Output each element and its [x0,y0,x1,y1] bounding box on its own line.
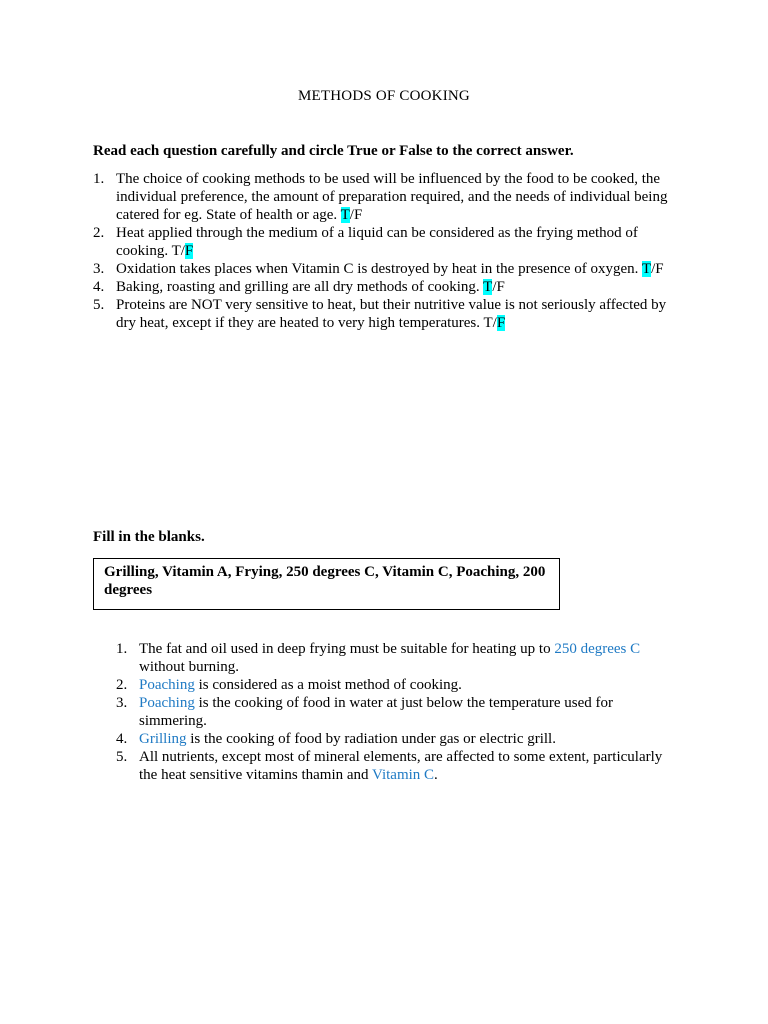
false-option: F [655,261,664,277]
word-bank-text: Grilling, Vitamin A, Frying, 250 degrees C, Vitamin C, Poaching, 200 degrees [104,564,546,598]
fill-text-after: is the cooking of food by radiation under gas or electric grill. [186,731,556,747]
fill-text-before: All nutrients, except most of mineral elements, are affected to some extent, particularly the heat sensitive vitamins thamin and [139,749,663,783]
fill-text-after: . [434,767,438,783]
fill-item [116,676,676,694]
false-option: F [184,243,194,259]
fill-item [116,730,676,748]
option-separator: / [492,279,497,295]
true-option: T [340,207,350,223]
option-separator: / [651,261,656,277]
true-false-question-list [93,170,683,332]
fill-number: 3. [116,695,128,711]
fill-number: 4. [116,731,128,747]
question-number: 5. [93,297,105,313]
true-option: T [483,279,493,295]
fill-text-before: The fat and oil used in deep frying must be suitable for heating up to [139,641,555,657]
fill-answer: Vitamin C [372,767,435,783]
question-number: 1. [93,171,105,187]
fill-text-after: is considered as a moist method of cooking. [194,677,462,693]
question-text: Heat applied through the medium of a liquid can be considered as the frying method of cooking. [116,225,638,259]
fill-in-question-list [116,640,676,784]
fill-number: 2. [116,677,128,693]
question-number: 2. [93,225,105,241]
question-text: Oxidation takes places when Vitamin C is destroyed by heat in the presence of oxygen. [116,261,642,277]
question-text: The choice of cooking methods to be used will be influenced by the food to be cooked, the individual preference, the amount of preparation required, and the needs of individual being catered for eg. State of health or age. [116,171,668,223]
fill-item [116,748,676,784]
question-item [93,296,683,332]
question-number: 4. [93,279,105,295]
fill-answer: Poaching [139,695,195,711]
question-item [93,224,683,260]
instructions: Read each question carefully and circle True or False to the correct answer. [93,143,574,159]
question-item [93,170,683,224]
fill-number: 5. [116,749,128,765]
word-bank-box [93,558,560,610]
fill-text-after: is the cooking of food in water at just below the temperature used for simmering. [139,695,614,729]
question-number: 3. [93,261,105,277]
option-separator: / [492,315,497,331]
fill-item [116,640,676,676]
fill-answer: Grilling [139,731,187,747]
false-option: F [496,315,506,331]
question-item [93,260,683,278]
false-option: F [353,207,363,223]
option-separator: / [180,243,185,259]
question-text: Proteins are NOT very sensitive to heat, but their nutritive value is not seriously affected by dry heat, except if they are heated to very high temperatures. [116,297,667,331]
fill-item [116,694,676,730]
question-item [93,278,683,296]
fill-number: 1. [116,641,128,657]
true-option: T [483,315,493,331]
fill-answer: Poaching [139,677,195,693]
option-separator: / [349,207,354,223]
false-option: F [496,279,505,295]
fill-text-after: without burning. [139,659,239,675]
true-option: T [641,261,652,277]
page-title: METHODS OF COOKING [298,88,470,104]
question-text: Baking, roasting and grilling are all dry methods of cooking. [116,279,484,295]
true-option: T [171,243,181,259]
fill-in-heading: Fill in the blanks. [93,529,205,545]
fill-answer: 250 degrees C [554,641,641,657]
